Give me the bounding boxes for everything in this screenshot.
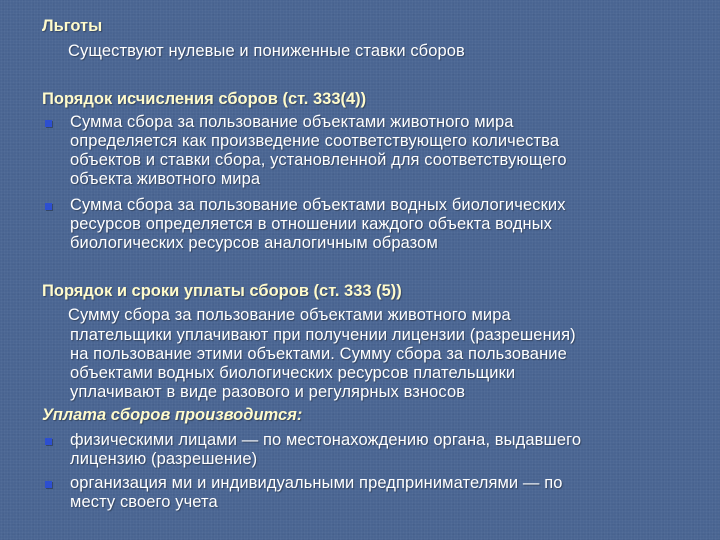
calc-bullet-2-line: Сумма сбора за пользование объектами водных биологических [70, 196, 566, 214]
calc-bullet-1-line: объекта животного мира [70, 170, 261, 188]
pay-bullet-1-line: лицензию (разрешение) [70, 450, 258, 468]
bullet-marker [45, 203, 52, 210]
payment-heading: Порядок и сроки уплаты сборов (ст. 333 (5)) [42, 282, 402, 300]
payment-paragraph-line: плательщики уплачивают при получении лицензии (разрешения) [70, 326, 576, 344]
calc-bullet-2-line: ресурсов определяется в отношении каждого объекта водных [70, 215, 553, 233]
bullet-marker [45, 438, 52, 445]
payment-paragraph-line: уплачивают в виде разового и регулярных взносов [70, 383, 466, 401]
pay-bullet-2-line: месту своего учета [70, 493, 218, 511]
pay-bullet-2-line: организация ми и индивидуальными предпринимателями — по [70, 474, 563, 492]
calc-bullet-2-line: биологических ресурсов аналогичным образом [70, 234, 438, 252]
calc-bullet-1-line: определяется как произведение соответствующего количества [70, 132, 560, 150]
calc-bullet-1-line: объектов и ставки сбора, установленной для соответствующего [70, 151, 567, 169]
calc-bullet-1-line: Сумма сбора за пользование объектами животного мира [70, 113, 514, 131]
benefits-text: Существуют нулевые и пониженные ставки сборов [68, 42, 465, 60]
calculation-heading: Порядок исчисления сборов (ст. 333(4)) [42, 90, 367, 108]
payment-paragraph-line: на пользование этими объектами. Сумму сбора за пользование [70, 345, 567, 363]
pay-bullet-1-line: физическими лицами — по местонахождению органа, выдавшего [70, 431, 582, 449]
bullet-marker [45, 120, 52, 127]
bullet-marker [45, 481, 52, 488]
payment-paragraph-line: объектами водных биологических ресурсов плательщики [70, 364, 516, 382]
benefits-heading: Льготы [42, 17, 103, 35]
payment-subheading: Уплата сборов производится: [42, 406, 303, 424]
payment-paragraph-line: Сумму сбора за пользование объектами животного мира [68, 306, 511, 324]
